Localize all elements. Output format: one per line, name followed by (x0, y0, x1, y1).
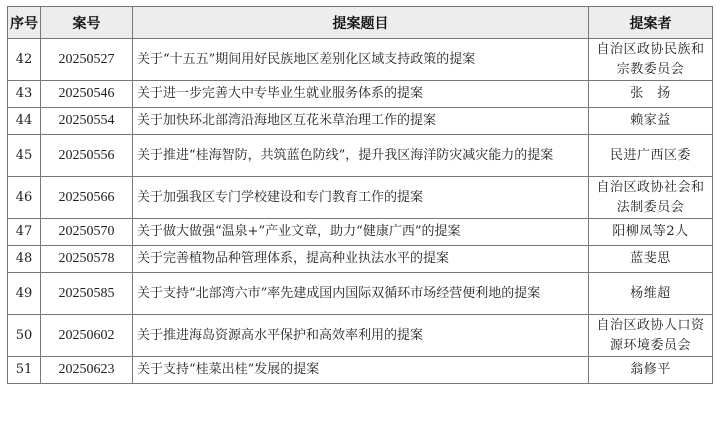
cell-index: 43 (8, 81, 41, 108)
header-row (8, 7, 713, 39)
proposal-table-container (7, 6, 713, 384)
cell-index: 51 (8, 357, 41, 384)
cell-index: 45 (8, 135, 41, 177)
cell-case-no: 20250554 (41, 108, 133, 135)
cell-index: 46 (8, 177, 41, 219)
table-row (8, 219, 713, 246)
cell-proposer: 蓝斐思 (589, 246, 713, 273)
cell-case-no: 20250546 (41, 81, 133, 108)
table-row (8, 135, 713, 177)
cell-title: 关于进一步完善大中专毕业生就业服务体系的提案 (133, 81, 589, 108)
table-row (8, 108, 713, 135)
table-row (8, 315, 713, 357)
cell-index: 42 (8, 39, 41, 81)
cell-proposer: 自治区政协人口资源环境委员会 (589, 315, 713, 357)
table-row (8, 39, 713, 81)
cell-case-no: 20250602 (41, 315, 133, 357)
cell-case-no: 20250556 (41, 135, 133, 177)
cell-title: 关于做大做强“温泉+”产业文章，助力“健康广西”的提案 (133, 219, 589, 246)
table-row (8, 273, 713, 315)
cell-title: 关于推进“桂海智防，共筑蓝色防线”，提升我区海洋防灾减灾能力的提案 (133, 135, 589, 177)
cell-proposer: 自治区政协民族和宗教委员会 (589, 39, 713, 81)
proposal-table (7, 6, 713, 384)
table-row (8, 246, 713, 273)
cell-index: 48 (8, 246, 41, 273)
cell-title: 关于加强我区专门学校建设和专门教育工作的提案 (133, 177, 589, 219)
cell-title: 关于完善植物品种管理体系，提高种业执法水平的提案 (133, 246, 589, 273)
cell-proposer: 杨维超 (589, 273, 713, 315)
cell-case-no: 20250623 (41, 357, 133, 384)
table-row (8, 357, 713, 384)
cell-proposer: 赖家益 (589, 108, 713, 135)
cell-proposer: 阳柳凤等2人 (589, 219, 713, 246)
cell-index: 49 (8, 273, 41, 315)
header-index: 序号 (8, 7, 41, 39)
cell-index: 47 (8, 219, 41, 246)
table-row (8, 177, 713, 219)
cell-proposer: 自治区政协社会和法制委员会 (589, 177, 713, 219)
cell-case-no: 20250570 (41, 219, 133, 246)
cell-title: 关于加快环北部湾沿海地区互花米草治理工作的提案 (133, 108, 589, 135)
cell-proposer: 民进广西区委 (589, 135, 713, 177)
table-header (8, 7, 713, 39)
cell-title: 关于支持“北部湾六市”率先建成国内国际双循环市场经营便利地的提案 (133, 273, 589, 315)
table-body (8, 39, 713, 384)
cell-case-no: 20250527 (41, 39, 133, 81)
cell-case-no: 20250578 (41, 246, 133, 273)
cell-title: 关于支持“桂菜出桂”发展的提案 (133, 357, 589, 384)
table-row (8, 81, 713, 108)
cell-proposer: 张 扬 (589, 81, 713, 108)
cell-title: 关于“十五五”期间用好民族地区差别化区域支持政策的提案 (133, 39, 589, 81)
header-proposer: 提案者 (589, 7, 713, 39)
cell-index: 50 (8, 315, 41, 357)
cell-index: 44 (8, 108, 41, 135)
cell-title: 关于推进海岛资源高水平保护和高效率利用的提案 (133, 315, 589, 357)
cell-case-no: 20250585 (41, 273, 133, 315)
cell-case-no: 20250566 (41, 177, 133, 219)
header-case-no: 案号 (41, 7, 133, 39)
cell-proposer: 翁修平 (589, 357, 713, 384)
header-title: 提案题目 (133, 7, 589, 39)
